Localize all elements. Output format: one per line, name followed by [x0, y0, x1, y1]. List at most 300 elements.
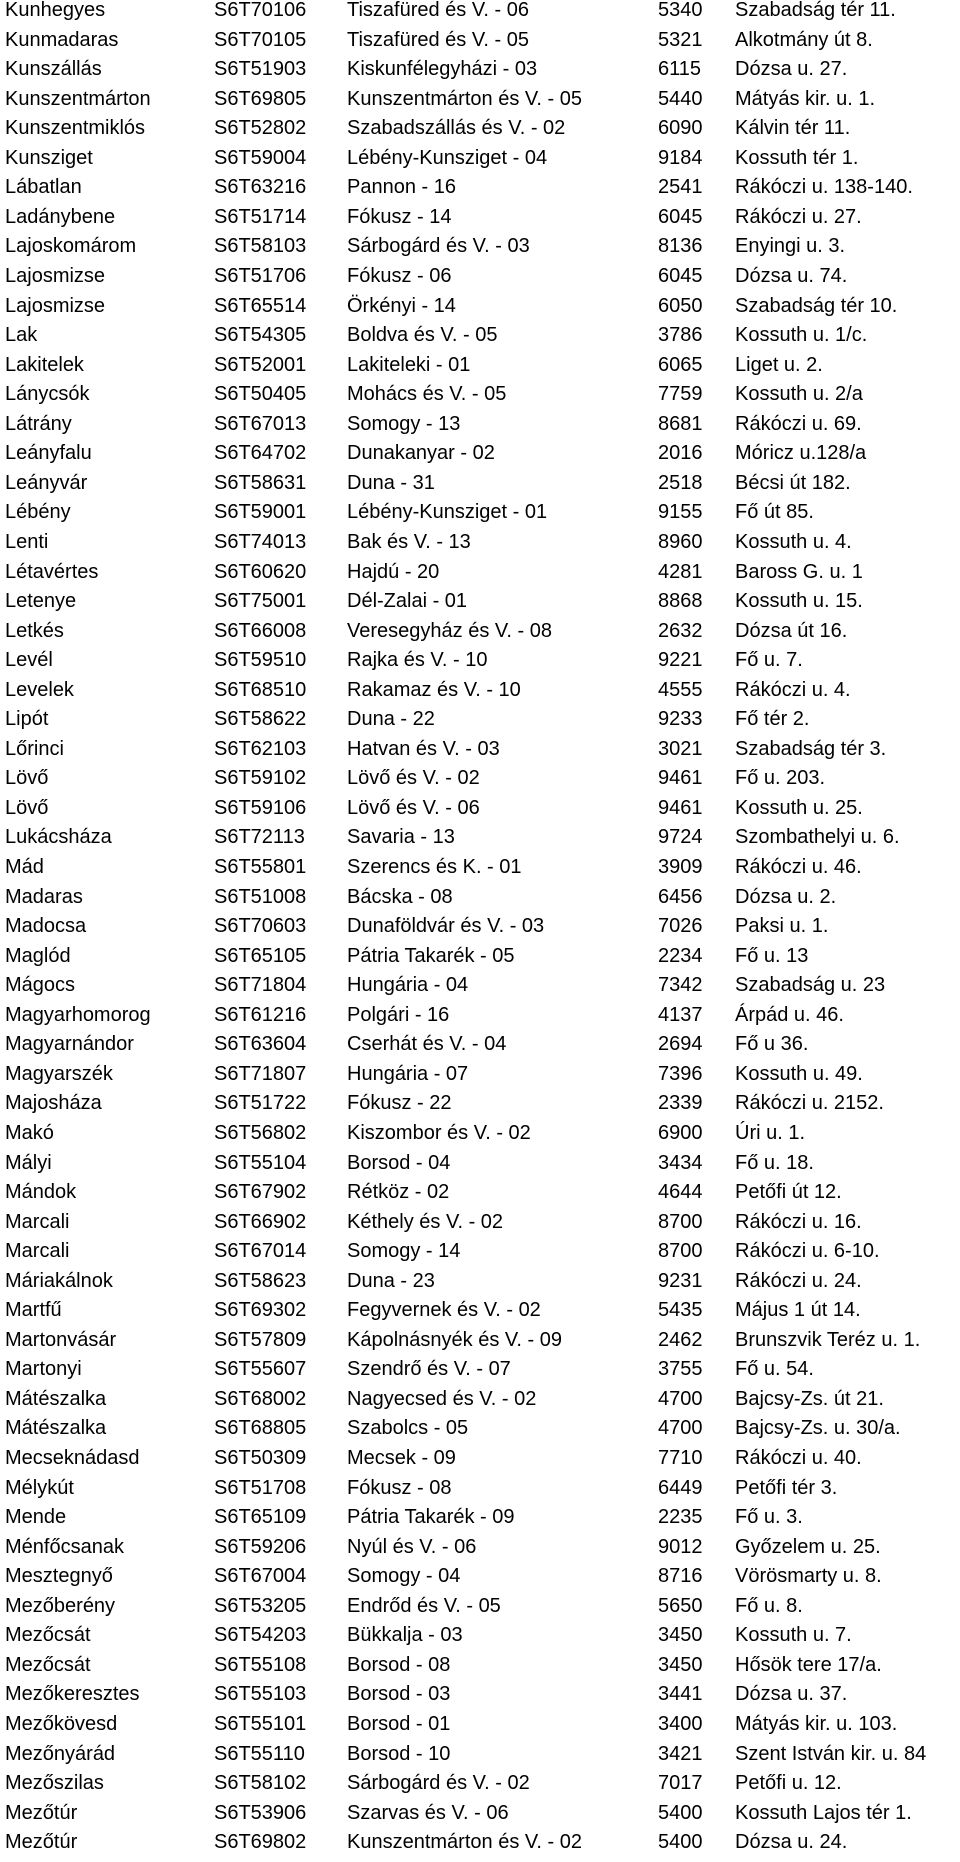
address-cell: Fő u. 18.: [735, 1151, 814, 1174]
address-cell: Brunszvik Teréz u. 1.: [735, 1328, 921, 1351]
town-cell: Marcali: [5, 1240, 70, 1263]
table-row: [0, 1625, 960, 1655]
zip-cell: 9724: [658, 826, 703, 849]
town-cell: Létavértes: [5, 560, 99, 583]
address-cell: Kossuth u. 1/c.: [735, 324, 868, 347]
town-cell: Makó: [5, 1121, 54, 1144]
zip-cell: 6900: [658, 1121, 703, 1144]
zip-cell: 2518: [658, 471, 703, 494]
table-row: [0, 414, 960, 444]
table-row: [0, 1744, 960, 1774]
town-cell: Mesztegnyő: [5, 1565, 113, 1588]
branch-cell: Bácska - 08: [347, 885, 453, 908]
branch-cell: Dél-Zalai - 01: [347, 590, 468, 612]
code-cell: S6T58103: [214, 235, 307, 258]
table-row: [0, 473, 960, 503]
table-row: [0, 887, 960, 917]
zip-cell: 9231: [658, 1269, 703, 1292]
address-cell: Bécsi út 182.: [735, 471, 851, 494]
branch-cell: Fegyvernek és V. - 02: [347, 1299, 541, 1322]
town-cell: Mágocs: [5, 974, 76, 997]
code-cell: S6T63216: [214, 176, 307, 199]
zip-cell: 8700: [658, 1240, 703, 1263]
table-row: [0, 946, 960, 976]
code-cell: S6T51714: [214, 205, 307, 228]
town-cell: Mezőtúr: [5, 1831, 78, 1854]
town-cell: Mezőnyárád: [5, 1742, 116, 1765]
code-cell: S6T68805: [214, 1417, 307, 1440]
address-cell: Dózsa út 16.: [735, 619, 848, 642]
branch-cell: Rétköz - 02: [347, 1181, 450, 1203]
address-cell: Kossuth tér 1.: [735, 146, 859, 169]
address-cell: Rákóczi u. 46.: [735, 856, 862, 878]
town-cell: Madocsa: [5, 915, 87, 938]
code-cell: S6T71807: [214, 1062, 307, 1085]
town-cell: Martonvásár: [5, 1328, 117, 1351]
address-cell: Petőfi út 12.: [735, 1181, 842, 1203]
zip-cell: 2694: [658, 1033, 703, 1056]
table-row: [0, 827, 960, 857]
table-row: [0, 148, 960, 178]
table-row: [0, 1566, 960, 1596]
code-cell: S6T67902: [214, 1181, 307, 1203]
branch-cell: Bak és V. - 13: [347, 530, 471, 553]
town-cell: Kunszállás: [5, 58, 102, 81]
code-cell: S6T55108: [214, 1653, 307, 1676]
code-cell: S6T51008: [214, 885, 307, 908]
branch-cell: Kiszombor és V. - 02: [347, 1121, 531, 1144]
table-row: [0, 236, 960, 266]
code-cell: S6T51706: [214, 264, 307, 287]
town-cell: Madaras: [5, 885, 83, 908]
zip-cell: 2016: [658, 442, 703, 465]
table-row: [0, 1300, 960, 1330]
zip-cell: 7017: [658, 1772, 703, 1794]
zip-cell: 8868: [658, 590, 703, 612]
branch-cell: Lövő és V. - 02: [347, 767, 480, 790]
branch-cell: Lövő és V. - 06: [347, 796, 480, 819]
table-row: [0, 118, 960, 148]
zip-cell: 2234: [658, 944, 703, 967]
code-cell: S6T58102: [214, 1772, 307, 1794]
branch-cell: Kunszentmárton és V. - 05: [347, 87, 582, 110]
branch-cell: Fókusz - 06: [347, 264, 452, 287]
address-cell: Szombathelyi u. 6.: [735, 826, 900, 849]
table-row: [0, 709, 960, 739]
branch-cell: Szarvas és V. - 06: [347, 1801, 509, 1824]
branch-cell: Lébény-Kunsziget - 04: [347, 146, 548, 169]
town-cell: Lukácsháza: [5, 826, 112, 849]
zip-cell: 6050: [658, 294, 703, 317]
town-cell: Magyarnándor: [5, 1033, 134, 1056]
code-cell: S6T51903: [214, 58, 307, 81]
branch-cell: Pátria Takarék - 05: [347, 944, 515, 967]
zip-cell: 6449: [658, 1476, 703, 1499]
town-cell: Levelek: [5, 678, 74, 701]
table-row: [0, 1832, 960, 1862]
branch-cell: Somogy - 14: [347, 1240, 461, 1263]
address-cell: Árpád u. 46.: [735, 1003, 844, 1026]
town-cell: Mátészalka: [5, 1417, 107, 1440]
branch-cell: Hajdú - 20: [347, 560, 440, 583]
code-cell: S6T57809: [214, 1328, 307, 1351]
branch-cell: Sárbogárd és V. - 02: [347, 1772, 530, 1794]
table-row: [0, 1596, 960, 1626]
table-row: [0, 89, 960, 119]
table-row: [0, 1714, 960, 1744]
zip-cell: 2462: [658, 1328, 703, 1351]
address-cell: Május 1 út 14.: [735, 1299, 861, 1322]
code-cell: S6T66902: [214, 1210, 307, 1233]
code-cell: S6T52001: [214, 353, 307, 376]
code-cell: S6T68002: [214, 1387, 307, 1410]
table-row: [0, 325, 960, 355]
branch-cell: Rakamaz és V. - 10: [347, 678, 521, 701]
zip-cell: 9012: [658, 1535, 703, 1558]
address-cell: Úri u. 1.: [735, 1121, 806, 1144]
zip-cell: 7342: [658, 974, 703, 997]
code-cell: S6T56802: [214, 1121, 307, 1144]
branch-cell: Bükkalja - 03: [347, 1624, 463, 1647]
zip-cell: 4555: [658, 678, 703, 701]
branch-cell: Somogy - 13: [347, 412, 461, 435]
table-row: [0, 1389, 960, 1419]
table-row: [0, 1537, 960, 1567]
code-cell: S6T55801: [214, 856, 307, 878]
zip-cell: 4700: [658, 1417, 703, 1440]
branch-cell: Fókusz - 22: [347, 1092, 452, 1115]
address-cell: Kossuth u. 15.: [735, 590, 863, 612]
zip-cell: 5400: [658, 1831, 703, 1854]
table-row: [0, 1478, 960, 1508]
town-cell: Mélykút: [5, 1476, 74, 1499]
branch-cell: Hungária - 07: [347, 1062, 469, 1085]
branch-cell: Mecsek - 09: [347, 1447, 456, 1469]
code-cell: S6T53906: [214, 1801, 307, 1824]
zip-cell: 5650: [658, 1594, 703, 1617]
code-cell: S6T59206: [214, 1535, 307, 1558]
table-row: [0, 857, 960, 887]
branch-cell: Hatvan és V. - 03: [347, 737, 500, 760]
address-cell: Fő u. 3.: [735, 1506, 803, 1528]
address-cell: Kossuth u. 4.: [735, 530, 852, 553]
branch-cell: Fókusz - 08: [347, 1476, 452, 1499]
address-cell: Szabadság tér 3.: [735, 737, 887, 760]
branch-cell: Dunaföldvár és V. - 03: [347, 915, 545, 938]
branch-cell: Szabolcs - 05: [347, 1417, 469, 1440]
table-row: [0, 1803, 960, 1833]
code-cell: S6T65514: [214, 294, 307, 317]
town-cell: Letkés: [5, 619, 64, 642]
address-cell: Rákóczi u. 2152.: [735, 1092, 884, 1115]
table-row: [0, 443, 960, 473]
zip-cell: 3755: [658, 1358, 703, 1381]
zip-cell: 3450: [658, 1624, 703, 1647]
address-cell: Liget u. 2.: [735, 353, 823, 376]
branch-cell: Kápolnásnyék és V. - 09: [347, 1328, 562, 1351]
town-cell: Lövő: [5, 767, 49, 790]
town-cell: Mezőberény: [5, 1594, 116, 1617]
code-cell: S6T51722: [214, 1092, 307, 1115]
address-cell: Paksi u. 1.: [735, 915, 829, 938]
branch-cell: Szendrő és V. - 07: [347, 1358, 511, 1381]
town-cell: Kunsziget: [5, 146, 93, 169]
zip-cell: 6456: [658, 885, 703, 908]
town-cell: Mezőtúr: [5, 1801, 78, 1824]
address-cell: Kossuth Lajos tér 1.: [735, 1801, 912, 1824]
zip-cell: 8716: [658, 1565, 703, 1588]
branch-cell: Szerencs és K. - 01: [347, 856, 522, 878]
town-cell: Magyarszék: [5, 1062, 113, 1085]
code-cell: S6T70106: [214, 0, 307, 21]
town-cell: Kunhegyes: [5, 0, 106, 21]
zip-cell: 7026: [658, 915, 703, 938]
zip-cell: 6065: [658, 353, 703, 376]
zip-cell: 2235: [658, 1506, 703, 1528]
zip-cell: 4281: [658, 560, 703, 583]
table-row: [0, 650, 960, 680]
zip-cell: 3909: [658, 856, 703, 878]
zip-cell: 6045: [658, 264, 703, 287]
town-cell: Mezőkeresztes: [5, 1683, 140, 1706]
address-cell: Rákóczi u. 24.: [735, 1269, 862, 1292]
branch-cell: Szabadszállás és V. - 02: [347, 117, 566, 140]
branch-cell: Nyúl és V. - 06: [347, 1535, 477, 1558]
address-cell: Petőfi u. 12.: [735, 1772, 842, 1794]
town-cell: Ladánybene: [5, 205, 116, 228]
zip-cell: 9461: [658, 796, 703, 819]
address-cell: Mátyás kir. u. 1.: [735, 87, 876, 110]
address-cell: Fő u 36.: [735, 1033, 809, 1056]
code-cell: S6T52802: [214, 117, 307, 140]
zip-cell: 5435: [658, 1299, 703, 1322]
branch-cell: Savaria - 13: [347, 826, 455, 849]
address-cell: Rákóczi u. 40.: [735, 1447, 862, 1469]
town-cell: Mezőcsát: [5, 1653, 91, 1676]
code-cell: S6T67013: [214, 412, 307, 435]
address-cell: Bajcsy-Zs. út 21.: [735, 1387, 884, 1410]
town-cell: Kunszentmárton: [5, 87, 151, 110]
zip-cell: 8136: [658, 235, 703, 258]
address-cell: Szent István kir. u. 84: [735, 1742, 927, 1765]
branch-cell: Fókusz - 14: [347, 205, 452, 228]
code-cell: S6T65105: [214, 944, 307, 967]
code-cell: S6T67014: [214, 1240, 307, 1263]
table-row: [0, 739, 960, 769]
town-cell: Lak: [5, 324, 38, 347]
town-cell: Martfű: [5, 1299, 62, 1322]
address-cell: Fő u. 203.: [735, 767, 826, 790]
address-cell: Rákóczi u. 69.: [735, 412, 862, 435]
code-cell: S6T75001: [214, 590, 307, 612]
code-cell: S6T60620: [214, 560, 307, 583]
code-cell: S6T69805: [214, 87, 307, 110]
code-cell: S6T58622: [214, 708, 307, 731]
table-row: [0, 0, 960, 30]
town-cell: Lőrinci: [5, 737, 64, 760]
branch-cell: Duna - 23: [347, 1269, 435, 1292]
address-cell: Győzelem u. 25.: [735, 1535, 881, 1558]
address-cell: Dózsa u. 2.: [735, 885, 837, 908]
code-cell: S6T70603: [214, 915, 307, 938]
table-row: [0, 59, 960, 89]
address-cell: Rákóczi u. 138-140.: [735, 176, 913, 199]
code-cell: S6T68510: [214, 678, 307, 701]
code-cell: S6T54203: [214, 1624, 307, 1647]
branch-cell: Dunakanyar - 02: [347, 442, 495, 465]
town-cell: Mende: [5, 1506, 67, 1528]
address-cell: Vörösmarty u. 8.: [735, 1565, 882, 1588]
code-cell: S6T53205: [214, 1594, 307, 1617]
town-cell: Kunmadaras: [5, 28, 119, 51]
table-row: [0, 30, 960, 60]
town-cell: Kunszentmiklós: [5, 117, 146, 140]
town-cell: Lövő: [5, 796, 49, 819]
town-cell: Mályi: [5, 1151, 52, 1174]
branch-cell: Lakiteleki - 01: [347, 353, 471, 376]
zip-cell: 4644: [658, 1181, 703, 1203]
zip-cell: 7710: [658, 1447, 703, 1469]
town-cell: Leányfalu: [5, 442, 92, 465]
address-cell: Dózsa u. 27.: [735, 58, 848, 81]
code-cell: S6T51708: [214, 1476, 307, 1499]
address-cell: Baross G. u. 1: [735, 560, 863, 583]
zip-cell: 6090: [658, 117, 703, 140]
code-cell: S6T71804: [214, 974, 307, 997]
address-cell: Bajcsy-Zs. u. 30/a.: [735, 1417, 901, 1440]
zip-cell: 9233: [658, 708, 703, 731]
branch-cell: Polgári - 16: [347, 1003, 450, 1026]
zip-cell: 9221: [658, 649, 703, 672]
table-row: [0, 680, 960, 710]
branch-cell: Tiszafüred és V. - 06: [347, 0, 529, 21]
table-row: [0, 916, 960, 946]
town-cell: Lébény: [5, 501, 71, 524]
address-cell: Kossuth u. 2/a: [735, 383, 863, 406]
code-cell: S6T55104: [214, 1151, 307, 1174]
zip-cell: 5321: [658, 28, 703, 51]
town-cell: Marcali: [5, 1210, 70, 1233]
address-cell: Dózsa u. 37.: [735, 1683, 848, 1706]
table-row: [0, 1182, 960, 1212]
code-cell: S6T74013: [214, 530, 307, 553]
branch-cell: Nagyecsed és V. - 02: [347, 1387, 537, 1410]
town-cell: Lajoskomárom: [5, 235, 137, 258]
table-row: [0, 384, 960, 414]
zip-cell: 3421: [658, 1742, 703, 1765]
town-cell: Maglód: [5, 944, 71, 967]
address-cell: Rákóczi u. 16.: [735, 1210, 862, 1233]
branch-cell: Sárbogárd és V. - 03: [347, 235, 530, 258]
zip-cell: 3021: [658, 737, 703, 760]
address-cell: Mátyás kir. u. 103.: [735, 1712, 898, 1735]
town-cell: Lánycsók: [5, 383, 90, 406]
branch-cell: Mohács és V. - 05: [347, 383, 507, 406]
town-cell: Mád: [5, 856, 44, 878]
zip-cell: 2541: [658, 176, 703, 199]
code-cell: S6T59001: [214, 501, 307, 524]
town-cell: Ménfőcsanak: [5, 1535, 124, 1558]
zip-cell: 5400: [658, 1801, 703, 1824]
table-row: [0, 1655, 960, 1685]
town-cell: Mátészalka: [5, 1387, 107, 1410]
table-row: [0, 768, 960, 798]
town-cell: Máriakálnok: [5, 1269, 113, 1292]
town-cell: Mecseknádasd: [5, 1447, 140, 1469]
code-cell: S6T69302: [214, 1299, 307, 1322]
zip-cell: 3441: [658, 1683, 703, 1706]
branch-cell: Örkényi - 14: [347, 294, 456, 317]
code-cell: S6T55110: [214, 1742, 305, 1765]
code-cell: S6T58631: [214, 471, 307, 494]
table-row: [0, 207, 960, 237]
table-row: [0, 1359, 960, 1389]
table-row: [0, 1212, 960, 1242]
address-cell: Fő u. 8.: [735, 1594, 803, 1617]
code-cell: S6T58623: [214, 1269, 307, 1292]
branch-cell: Somogy - 04: [347, 1565, 461, 1588]
branch-cell: Hungária - 04: [347, 974, 469, 997]
address-cell: Rákóczi u. 6-10.: [735, 1240, 880, 1263]
table-row: [0, 177, 960, 207]
town-cell: Lajosmizse: [5, 294, 106, 317]
address-cell: Dózsa u. 24.: [735, 1831, 848, 1854]
table-row: [0, 591, 960, 621]
table-row: [0, 1773, 960, 1803]
zip-cell: 8700: [658, 1210, 703, 1233]
address-cell: Szabadság u. 23: [735, 974, 886, 997]
branch-cell: Endrőd és V. - 05: [347, 1594, 501, 1617]
table-row: [0, 1684, 960, 1714]
branch-cell: Kéthely és V. - 02: [347, 1210, 504, 1233]
zip-cell: 2632: [658, 619, 703, 642]
zip-cell: 9184: [658, 146, 703, 169]
zip-cell: 3450: [658, 1653, 703, 1676]
address-cell: Fő u. 7.: [735, 649, 803, 672]
table-row: [0, 562, 960, 592]
branch-cell: Duna - 22: [347, 708, 435, 731]
town-cell: Mezőcsát: [5, 1624, 91, 1647]
code-cell: S6T55101: [214, 1712, 307, 1735]
zip-cell: 8960: [658, 530, 703, 553]
code-cell: S6T59004: [214, 146, 307, 169]
table-row: [0, 1153, 960, 1183]
code-cell: S6T54305: [214, 324, 307, 347]
table-row: [0, 502, 960, 532]
address-cell: Fő út 85.: [735, 501, 814, 524]
table-row: [0, 1241, 960, 1271]
code-cell: S6T55103: [214, 1683, 307, 1706]
zip-cell: 5340: [658, 0, 703, 21]
address-cell: Alkotmány út 8.: [735, 28, 873, 51]
code-cell: S6T61216: [214, 1003, 307, 1026]
town-cell: Lábatlan: [5, 176, 82, 199]
table-row: [0, 798, 960, 828]
branch-cell: Borsod - 04: [347, 1151, 451, 1174]
code-cell: S6T65109: [214, 1506, 307, 1528]
zip-cell: 9461: [658, 767, 703, 790]
address-cell: Szabadság tér 11.: [735, 0, 896, 21]
code-cell: S6T64702: [214, 442, 307, 465]
town-cell: Martonyi: [5, 1358, 82, 1381]
table-row: [0, 1330, 960, 1360]
address-cell: Fő u. 13: [735, 944, 809, 967]
table-row: [0, 296, 960, 326]
town-cell: Letenye: [5, 590, 77, 612]
address-cell: Kossuth u. 49.: [735, 1062, 863, 1085]
town-cell: Lakitelek: [5, 353, 84, 376]
branch-cell: Cserhát és V. - 04: [347, 1033, 507, 1056]
